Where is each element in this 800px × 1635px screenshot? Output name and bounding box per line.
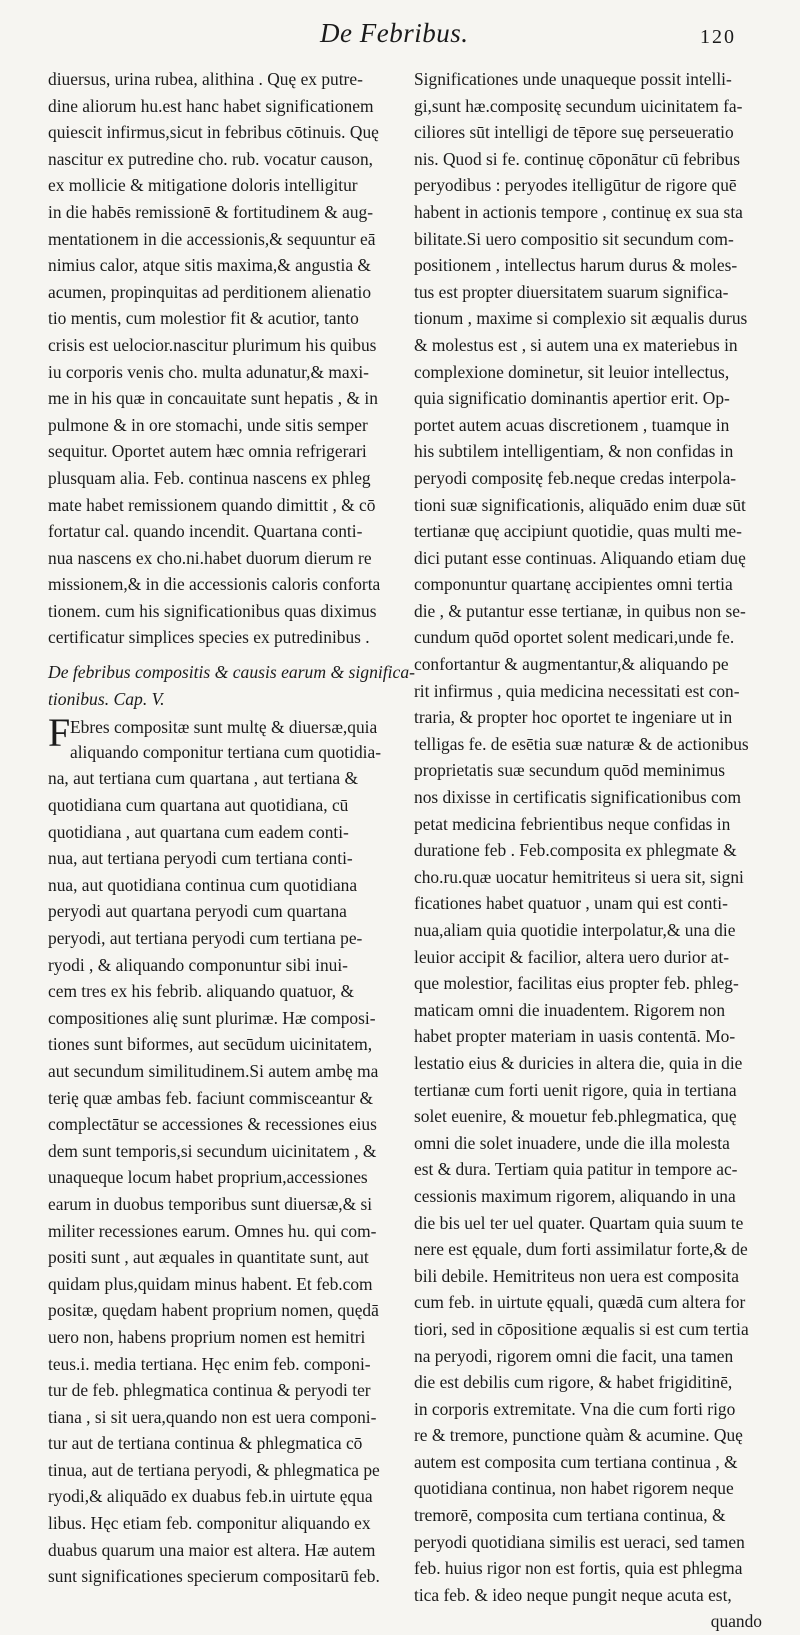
left-column	[48, 66, 416, 1590]
text-line: nua, aut tertiana peryodi cum tertiana conti-	[48, 848, 353, 869]
right-column	[414, 66, 770, 1635]
text-line: maticam omni die inuadentem. Rigorem non	[414, 999, 726, 1020]
text-line: quiescit infirmus,sicut in febribus cōtinuis. Quę	[48, 122, 379, 143]
text-line: tiana , si sit uera,quando non est uera componi-	[48, 1406, 377, 1427]
text-line: cem tres ex his febrib. aliquando quatuor, &	[48, 981, 354, 1002]
text-line: certificatur simplices species ex putredinibus .	[48, 627, 370, 648]
text-line: tionum , maxime si complexio sit æqualis durus	[414, 308, 748, 329]
text-line: tremorē, composita cum tertiana continua, &	[414, 1505, 726, 1526]
text-line: ex mollicie & mitigatione doloris intelligitur	[48, 175, 358, 196]
text-line: cum feb. in uirtute ęquali, quædā cum altera for	[414, 1292, 746, 1313]
text-line: tionem. cum his significationibus quas diximus	[48, 600, 377, 621]
text-line: nua,aliam quia quotidie interpolatur,& una die	[414, 920, 736, 940]
text-line: iu corporis venis cho. multa adunatur,& maxi-	[48, 361, 369, 382]
text-line: na peryodi, rigorem omni die facit, una tamen	[414, 1345, 734, 1366]
catchword: quando	[710, 1611, 762, 1632]
text-line: mate habet remissionem quando dimittit , & cō	[48, 494, 376, 515]
text-line: militer recessiones earum. Omnes hu. qui com-	[48, 1220, 377, 1241]
text-line: die , & putantur esse tertianæ, in quibus non se-	[414, 600, 746, 621]
text-line: positionem , intellectus harum durus & moles-	[414, 255, 738, 276]
text-line: earum in duobus temporibus sunt diuersæ,& si	[48, 1193, 373, 1214]
text-line: peryodi quotidiana similis est ueraci, sed tamen	[414, 1531, 745, 1552]
text-line: est & dura. Tertiam quia patitur in tempore ac-	[414, 1159, 738, 1180]
text-line: nascitur ex putredine cho. rub. vocatur causon,	[48, 148, 373, 169]
text-line: tur de feb. phlegmatica continua & peryodi ter	[48, 1380, 371, 1401]
text-line: omni die solet inuadere, unde die illa molesta	[414, 1132, 730, 1153]
text-line: nos dixisse in certificatis significationibus com	[414, 787, 741, 808]
text-line: positi sunt , aut æquales in quantitate sunt, aut	[48, 1247, 369, 1268]
text-line: mentationem in die accessionis,& sequuntur eā	[48, 228, 376, 249]
text-line: habet propter materiam in uasis contentā. Mo-	[414, 1026, 736, 1047]
text-line: acumen, propinquitas ad perditionem alienatio	[48, 281, 372, 302]
text-line: quidam plus,quidam minus habent. Et feb.com	[48, 1273, 373, 1294]
text-line: traria, & propter hoc oportet te ingeniare ut in	[414, 707, 733, 728]
text-line: tiones sunt biformes, aut secūdum uicinitatem,	[48, 1034, 373, 1055]
text-line: tur aut de tertiana continua & phlegmatica cō	[48, 1433, 363, 1454]
text-line: solet euenire, & mouetur feb.phlegmatica, quę	[414, 1106, 737, 1127]
text-line: tinua, aut de tertiana peryodi, & phlegmatica pe	[48, 1459, 380, 1480]
text-line: tioni suæ significationis, aliquādo enim duæ sūt	[414, 494, 746, 515]
text-line: tica feb. & ideo neque pungit neque acuta est,	[414, 1584, 732, 1605]
chapter-heading	[48, 659, 416, 712]
text-line: diuersus, urina rubea, alithina . Quę ex putre-	[48, 69, 363, 89]
text-line: pulmone & in ore stomachi, unde sitis semper	[48, 414, 368, 435]
text-line: me in his quæ in concauitate sunt hepatis , & in	[48, 388, 378, 409]
text-line: uero non, habens proprium nomen est hemitri	[48, 1326, 366, 1347]
text-line: unaqueque locum habet proprium,accessiones	[48, 1167, 368, 1188]
text-line: dici putant esse continuas. Aliquando etiam duę	[414, 547, 746, 568]
page-number: 120	[700, 26, 736, 48]
text-line: nere est ęquale, dum forti assimilatur forte,& de	[414, 1239, 748, 1260]
text-line: quotidiana continua, non habet rigorem neque	[414, 1478, 734, 1499]
text-line: habent in actionis tempore , continuę ex sua sta	[414, 201, 743, 222]
text-line: bilitate.Si uero compositio sit secundum com-	[414, 228, 734, 249]
text-line: peryodi, aut tertiana peryodi cum tertiana pe-	[48, 928, 363, 948]
left-column-text-body	[48, 739, 403, 1590]
text-line: teus.i. media tertiana. Hęc enim feb. componi-	[48, 1353, 371, 1374]
text-line: duratione feb . Feb.composita ex phlegmate &	[414, 840, 737, 861]
text-line: ryodi , & aliquando componuntur sibi inui-	[48, 954, 348, 975]
text-line: ryodi,& aliquādo ex duabus feb.in uirtute ęqua	[48, 1486, 373, 1507]
text-line: terię quæ ambas feb. faciunt commisceantur &	[48, 1087, 373, 1108]
text-line: compositiones alię sunt plurimæ. Hæ composi-	[48, 1007, 376, 1028]
text-line: nis. Quod si fe. continuę cōponātur cū febribus	[414, 148, 740, 169]
text-line: na, aut tertiana cum quartana , aut tertiana &	[48, 768, 358, 789]
text-line: in corporis extremitate. Vna die cum forti rigo	[414, 1398, 736, 1419]
text-line: aut secundum similitudinem.Si autem ambę ma	[48, 1060, 379, 1081]
text-line: his subtilem intelligentiam, & non confidas in	[414, 441, 734, 462]
text-line: ficationes habet quatuor , unam qui est conti-	[414, 893, 728, 914]
text-line: tio mentis, cum molestior fit & acutior, tanto	[48, 308, 359, 329]
text-line: cessionis maximum rigorem, aliquando in una	[414, 1185, 736, 1206]
first-line-text: Ebres compositæ sunt multę & diuersæ,quia	[70, 717, 378, 738]
text-line: aliquando componitur tertiana cum quotidia-	[70, 741, 382, 762]
text-line: sequitur. Oportet autem hæc omnia refrigerari	[48, 441, 367, 462]
text-line: petat medicina febrientibus neque confidas in	[414, 813, 731, 834]
text-line: quia significatio dominantis apertior erit. Op-	[414, 388, 730, 409]
text-line: tus est propter diuersitatem suarum significa-	[414, 281, 729, 302]
text-line: que molestior, facilitas eius propter feb. phleg-	[414, 973, 739, 994]
text-line: dem sunt temporis,si secundum uicinitatem , &	[48, 1140, 377, 1161]
text-line: confortantur & augmentantur,& aliquando pe	[414, 654, 729, 675]
running-title: De Febribus.	[320, 18, 469, 48]
text-line: quotidiana , aut quartana cum eadem conti-	[48, 821, 349, 842]
text-line: & molestus est , si autem una ex materiebus in	[414, 334, 738, 355]
text-line: tertianæ quę accipiunt quotidie, quas multi me-	[414, 521, 742, 542]
text-line: in die habēs remissionē & fortitudinem & aug-	[48, 201, 374, 222]
text-line: nimius calor, atque sitis maxima,& angustia &	[48, 255, 371, 276]
text-line: nua, aut quotidiana continua cum quotidiana	[48, 874, 358, 895]
text-line: Significationes unde unaqueque possit intelli-	[414, 69, 732, 89]
text-line: fortatur cal. quando incendit. Quartana conti-	[48, 521, 363, 542]
text-line: peryodibus : peryodes itelligūtur de rigore quē	[414, 175, 737, 196]
text-line: proprietatis suæ secundum quōd meminimus	[414, 760, 726, 781]
text-line: dine aliorum hu.est hanc habet significationem	[48, 95, 374, 116]
text-line: lestatio eius & duricies in altera die, quia in die	[414, 1052, 743, 1073]
text-line: duabus quarum una maior est altera. Hæ autem	[48, 1539, 376, 1560]
text-line: complectātur se accessiones & recessiones eius	[48, 1114, 377, 1135]
text-line: ciliores sūt intelligi de tēpore suę perseueratio	[414, 122, 734, 143]
text-line: tertianæ cum forti uenit rigore, quia in tertiana	[414, 1079, 737, 1100]
text-line: re & tremore, punctione quàm & acumine. Quę	[414, 1425, 743, 1446]
text-line: tiori, sed in cōpositione æqualis si est cum tertia	[414, 1318, 749, 1339]
text-line: gi,sunt hæ.compositę secundum uicinitatem fa-	[414, 95, 743, 116]
chapter-heading-line: De febribus compositis & causis earum & significa-	[48, 662, 416, 683]
text-line: leuior accipit & facilior, altera uero durior at-	[414, 946, 730, 967]
text-line: quotidiana cum quartana aut quotidiana, cū	[48, 795, 349, 816]
text-line: libus. Hęc etiam feb. componitur aliquando ex	[48, 1513, 371, 1534]
text-line: portet autem acuas discretionem , tuamque in	[414, 414, 730, 435]
text-line: componuntur quartanę accipientes omni tertia	[414, 574, 733, 595]
text-line: sunt significationes specierum compositarū feb.	[48, 1566, 380, 1587]
text-line: autem est composita cum tertiana continua , &	[414, 1451, 738, 1472]
text-line: positæ, quędam habent proprium nomen, quędā	[48, 1300, 379, 1321]
text-line: missionem,& in die accessionis caloris conforta	[48, 574, 381, 595]
text-line: peryodi compositę feb.neque credas interpola-	[414, 467, 737, 488]
text-line: feb. huius rigor non est fortis, quia est phlegma	[414, 1558, 743, 1579]
text-line: crisis est uelocior.nascitur plurimum his quibus	[48, 334, 377, 355]
text-line: cundum quōd oportet solent medicari,unde fe.	[414, 627, 735, 648]
text-line: peryodi aut quartana peryodi cum quartana	[48, 901, 347, 922]
text-line: die est debilis cum rigore, & habet frigiditinē,	[414, 1372, 733, 1393]
text-line: bili debile. Hemitriteus non uera est composita	[414, 1265, 740, 1286]
text-line: nua nascens ex cho.ni.habet duorum dierum re	[48, 547, 372, 568]
text-line: plusquam alia. Feb. continua nascens ex phleg	[48, 467, 371, 488]
text-line: telligas fe. de esētia suæ naturæ & de actionibus	[414, 733, 749, 754]
chapter-heading-line: tionibus. Cap. V.	[48, 688, 165, 709]
heading-gap	[48, 651, 403, 659]
text-line: die bis uel ter uel quater. Quartam quia suum te	[414, 1212, 744, 1233]
drop-cap: F	[48, 710, 71, 756]
text-line: cho.ru.quæ uocatur hemitriteus si uera sit, signi	[414, 866, 744, 887]
right-column-text	[414, 66, 770, 1608]
left-column-text-top	[48, 66, 403, 651]
text-line: rit infirmus , quia medicina necessitati est con-	[414, 680, 740, 701]
text-line: complexione dominetur, sit leuior intellectus,	[414, 361, 730, 382]
